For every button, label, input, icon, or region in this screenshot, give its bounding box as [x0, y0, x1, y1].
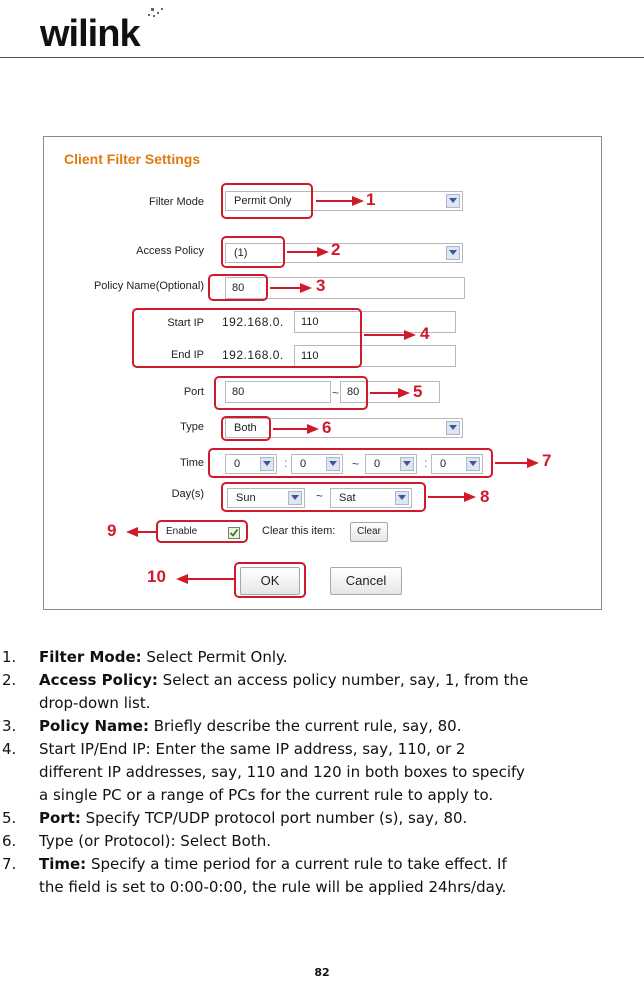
access-policy-label: Access Policy [136, 245, 204, 257]
ok-button[interactable]: OK [240, 567, 300, 595]
callout-number-9: 9 [107, 521, 117, 540]
callout-arrow-7 [495, 457, 541, 469]
start-ip-prefix: 192.168.0. [222, 315, 284, 329]
callout-box-7 [208, 448, 493, 478]
callout-number-5: 5 [413, 382, 423, 401]
callout-number-6: 6 [322, 418, 332, 437]
callout-arrow-2 [287, 246, 331, 258]
callout-box-9 [156, 520, 248, 543]
step-number: 4. [2, 740, 17, 758]
end-ip-label: End IP [170, 349, 204, 361]
days-separator: ~ [316, 489, 324, 503]
callout-box-8 [221, 482, 426, 512]
type-value: Both [234, 422, 257, 434]
page-number: 82 [314, 966, 330, 979]
callout-box-10 [234, 562, 306, 598]
step-number: 2. [2, 671, 17, 689]
start-hour-value: 0 [234, 458, 241, 470]
step-number: 6. [2, 832, 17, 850]
callout-number-4: 4 [420, 324, 430, 343]
filter-mode-value: Permit Only [234, 195, 292, 207]
callout-arrow-8 [428, 491, 478, 503]
callout-number-7: 7 [542, 451, 552, 470]
days-label: Day(s) [171, 488, 204, 500]
callout-arrow-6 [273, 423, 321, 435]
step-text: Select Permit Only. [141, 648, 288, 666]
step-text: different IP addresses, say, 110 and 120 in both boxes to specify [39, 763, 525, 781]
port-separator: ~ [332, 386, 340, 400]
start-ip-label: Start IP [167, 317, 204, 329]
end-minute-value: 0 [440, 458, 447, 470]
callout-arrow-1 [316, 195, 366, 207]
callout-box-2 [221, 236, 285, 268]
callout-box-1 [221, 183, 313, 219]
callout-number-1: 1 [366, 190, 376, 209]
end-ip-input[interactable]: 110 [294, 345, 456, 367]
chevron-down-icon [446, 246, 460, 260]
step-text: drop-down list. [39, 694, 151, 712]
start-minute-value: 0 [300, 458, 307, 470]
port-label: Port [183, 386, 204, 398]
type-label: Type [180, 421, 204, 433]
policy-name-input[interactable]: 80 [225, 277, 465, 299]
callout-number-3: 3 [316, 276, 326, 295]
port-start-input[interactable]: 80 [225, 381, 331, 403]
step-text: Briefly describe the current rule, say, 80. [148, 717, 462, 735]
step-term: Filter Mode: [39, 648, 142, 666]
filter-mode-label: Filter Mode [148, 196, 204, 208]
step-text: the field is set to 0:00-0:00, the rule will be applied 24hrs/day. [39, 878, 507, 896]
step-text: Select an access policy number, say, 1, from the [157, 671, 529, 689]
policy-name-label: Policy Name(Optional) [93, 280, 204, 292]
callout-box-3 [208, 274, 268, 301]
logo-text: wilink [40, 13, 140, 52]
clear-item-label: Clear this item: [262, 525, 336, 537]
step-text: a single PC or a range of PCs for the current rule to apply to. [39, 786, 494, 804]
step-text: Specify a time period for a current rule to take effect. If [86, 855, 507, 873]
access-policy-value: (1) [234, 247, 248, 259]
time-colon: : [424, 456, 428, 470]
callout-box-4 [132, 308, 362, 368]
time-colon: : [284, 456, 288, 470]
callout-number-8: 8 [480, 487, 490, 506]
callout-arrow-9 [124, 526, 156, 538]
step-number: 5. [2, 809, 17, 827]
step-number: 3. [2, 717, 17, 735]
step-term: Time: [39, 855, 87, 873]
client-filter-figure [43, 136, 602, 610]
step-term: Port: [39, 809, 81, 827]
step-text: Type (or Protocol): Select Both. [39, 832, 271, 850]
figure-title: Client Filter Settings [64, 151, 201, 167]
step-text: Start IP/End IP: Enter the same IP address, say, 110, or 2 [39, 740, 466, 758]
wilink-logo [40, 6, 170, 52]
callout-arrow-5 [370, 387, 412, 399]
callout-number-2: 2 [331, 240, 341, 259]
clear-button[interactable]: Clear [350, 522, 388, 542]
callout-number-10: 10 [147, 567, 166, 586]
step-text: Specify TCP/UDP protocol port number (s), say, 80. [80, 809, 468, 827]
time-label: Time [179, 457, 204, 469]
start-ip-input[interactable]: 110 [294, 311, 456, 333]
end-hour-value: 0 [374, 458, 381, 470]
callout-box-6 [221, 416, 271, 441]
callout-box-5 [214, 376, 368, 410]
callout-arrow-10 [174, 573, 234, 585]
step-number: 1. [2, 648, 17, 666]
day-end-value: Sat [339, 492, 356, 504]
end-ip-prefix: 192.168.0. [222, 348, 284, 362]
header-divider [0, 57, 644, 58]
chevron-down-icon [446, 194, 460, 208]
cancel-button[interactable]: Cancel [330, 567, 402, 595]
step-term: Policy Name: [39, 717, 149, 735]
port-end-input[interactable]: 80 [340, 381, 440, 403]
enable-label: Enable [166, 526, 198, 537]
step-number: 7. [2, 855, 17, 873]
chevron-down-icon [446, 421, 460, 435]
callout-arrow-4 [364, 329, 418, 341]
time-separator: ~ [352, 457, 360, 471]
step-term: Access Policy: [39, 671, 158, 689]
day-start-value: Sun [236, 492, 256, 504]
callout-arrow-3 [270, 282, 314, 294]
